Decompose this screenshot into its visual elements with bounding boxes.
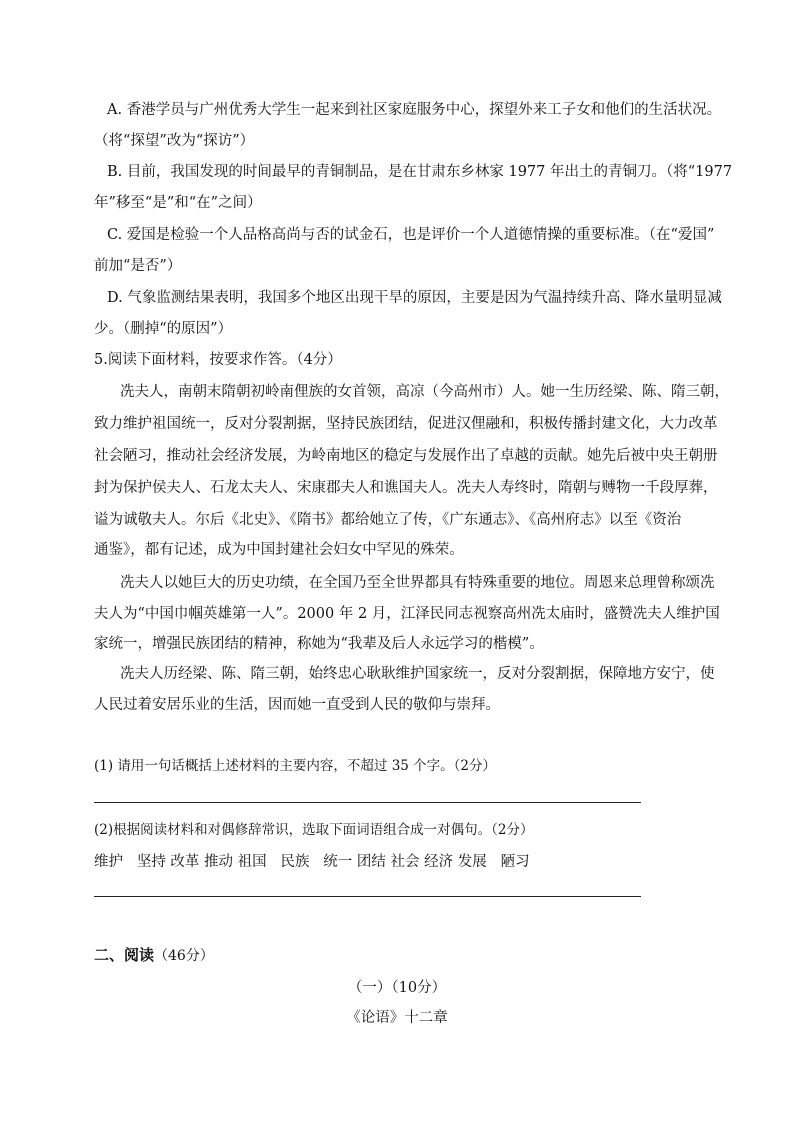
option-a-line2: （将“探望”改为“探访”） xyxy=(94,133,255,149)
option-c-line1: C. 爱国是检验一个人品格高尚与否的试金石，也是评价一个人道德情操的重要标准。（在“爱国” xyxy=(107,227,715,243)
passage-p1-line1: 冼夫人，南朝末隋朝初岭南俚族的女首领，高凉（今高州市）人。她一生历经梁、陈、隋三朝， xyxy=(120,384,729,400)
passage-p1-line3: 社会陋习，推动社会经济发展，为岭南地区的稳定与发展作出了卓越的贡献。她先后被中央王朝册 xyxy=(94,448,718,464)
passage-p1-line6: 通鉴》，都有记述，成为中国封建社会妇女中罕见的殊荣。 xyxy=(94,542,464,558)
option-c-line2: 前加“是否”） xyxy=(94,258,182,274)
option-d-line1: D. 气象监测结果表明，我国多个地区出现干旱的原因，主要是因为气温持续升高、降水量明显减 xyxy=(107,290,722,306)
answer-line-2[interactable] xyxy=(94,896,641,897)
section-2-title: 二、阅读 xyxy=(94,946,155,964)
option-d-line2: 少。（删掉“的原因”） xyxy=(94,321,233,337)
option-b-line2: 年”移至“是”和“在”之间） xyxy=(94,195,262,211)
chapter-title: 《论语》十二章 xyxy=(346,1010,448,1026)
sub-question-2: (2)根据阅读材料和对偶修辞常识，选取下面词语组合成一对偶句。（2分） xyxy=(94,822,534,838)
option-b-line1: B. 目前，我国发现的时间最早的青铜制品，是在甘肃东乡林家 1977 年出土的青铜刀。（将“1977 xyxy=(107,164,733,180)
passage-p2-line1: 冼夫人以她巨大的历史功绩，在全国乃至全世界都具有特殊重要的地位。周恩来总理曾称颂冼 xyxy=(120,575,715,591)
passage-p1-line4: 封为保护侯夫人、石龙太夫人、宋康郡夫人和谯国夫人。冼夫人寿终时，隋朝与赙物一千段厚葬， xyxy=(94,480,718,496)
section-2-points: （46分） xyxy=(154,948,214,964)
passage-p2-line3: 家统一，增强民族团结的精神，称她为“我辈及后人永远学习的楷模”。 xyxy=(94,636,544,652)
option-a-line1: A. 香港学员与广州优秀大学生一起来到社区家庭服务中心，探望外来工子女和他们的生活状况。 xyxy=(107,102,722,118)
section-2-subheading: （一）（10分） xyxy=(347,980,447,996)
passage-p3-line2: 人民过着安居乐业的生活，因而她一直受到人民的敬仰与崇拜。 xyxy=(94,697,500,713)
passage-p3-line1: 冼夫人历经梁、陈、隋三朝，始终忠心耿耿维护国家统一，反对分裂割据，保障地方安宁，使 xyxy=(120,666,715,682)
question-5-title: 5.阅读下面材料，按要求作答。（4分） xyxy=(94,352,342,368)
answer-line-1[interactable] xyxy=(94,802,641,803)
passage-p1-line2: 致力维护祖国统一，反对分裂割据，坚持民族团结，促进汉俚融和，积极传播封建文化，大力改革 xyxy=(94,416,718,432)
section-2-heading xyxy=(94,944,214,965)
passage-p1-line5: 谥为诚敬夫人。尔后《北史》、《隋书》都给她立了传，《广东通志》、《高州府志》以至《资治 xyxy=(94,512,682,528)
word-bank: 维护 坚持 改革 推动 祖国 民族 统一 团结 社会 经济 发展 陋习 xyxy=(94,854,530,870)
passage-p2-line2: 夫人为“中国巾帼英雄第一人”。2000 年 2 月，江泽民同志视察高州冼太庙时，盛赞冼夫人维护国 xyxy=(94,606,720,622)
sub-question-1: (1) 请用一句话概括上述材料的主要内容，不超过 35 个字。（2分） xyxy=(94,758,497,774)
